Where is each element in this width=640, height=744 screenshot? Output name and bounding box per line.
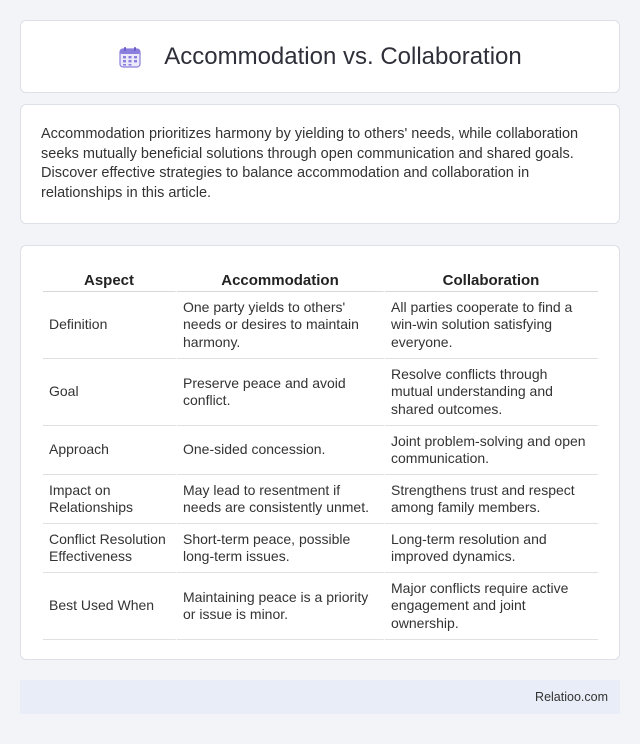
page-title: Accommodation vs. Collaboration xyxy=(164,42,522,70)
column-header-accommodation: Accommodation xyxy=(177,266,385,292)
table-row xyxy=(43,475,599,524)
comparison-table xyxy=(43,266,599,640)
table-row xyxy=(43,292,599,359)
table-row xyxy=(43,524,599,573)
table-cell: Joint problem-solving and open communication. xyxy=(385,426,599,475)
table-cell: Preserve peace and avoid conflict. xyxy=(177,359,385,426)
footer xyxy=(20,680,620,714)
intro-card xyxy=(20,104,620,224)
table-row xyxy=(43,573,599,640)
table-cell: Impact on Relationships xyxy=(43,475,177,524)
table-cell: All parties cooperate to find a win-win solution satisfying everyone. xyxy=(385,292,599,359)
title-card xyxy=(20,20,620,93)
table-header-row xyxy=(43,266,599,292)
table-row xyxy=(43,426,599,475)
table-cell: Major conflicts require active engagement and joint ownership. xyxy=(385,573,599,640)
table-cell: Conflict Resolution Effectiveness xyxy=(43,524,177,573)
table-cell: Short-term peace, possible long-term issues. xyxy=(177,524,385,573)
table-cell: Maintaining peace is a priority or issue is minor. xyxy=(177,573,385,640)
table-cell: Goal xyxy=(43,359,177,426)
intro-text: Accommodation prioritizes harmony by yielding to others' needs, while collaboration seeks mutually beneficial solutions through open communication and shared goals. Discover effective strategies to balance accommodation and collaboration in relationships in this article. xyxy=(41,126,579,201)
column-header-aspect: Aspect xyxy=(43,266,177,292)
table-cell: Approach xyxy=(43,426,177,475)
table-cell: Definition xyxy=(43,292,177,359)
table-cell: One-sided concession. xyxy=(177,426,385,475)
footer-brand[interactable]: Relatioo.com xyxy=(535,690,608,704)
comparison-table-card xyxy=(20,245,620,660)
table-cell: Long-term resolution and improved dynamics. xyxy=(385,524,599,573)
column-header-collaboration: Collaboration xyxy=(385,266,599,292)
table-cell: Best Used When xyxy=(43,573,177,640)
table-cell: May lead to resentment if needs are consistently unmet. xyxy=(177,475,385,524)
table-row xyxy=(43,359,599,426)
table-cell: One party yields to others' needs or desires to maintain harmony. xyxy=(177,292,385,359)
table-cell: Resolve conflicts through mutual understanding and shared outcomes. xyxy=(385,359,599,426)
calendar-icon xyxy=(118,45,142,69)
table-cell: Strengthens trust and respect among family members. xyxy=(385,475,599,524)
